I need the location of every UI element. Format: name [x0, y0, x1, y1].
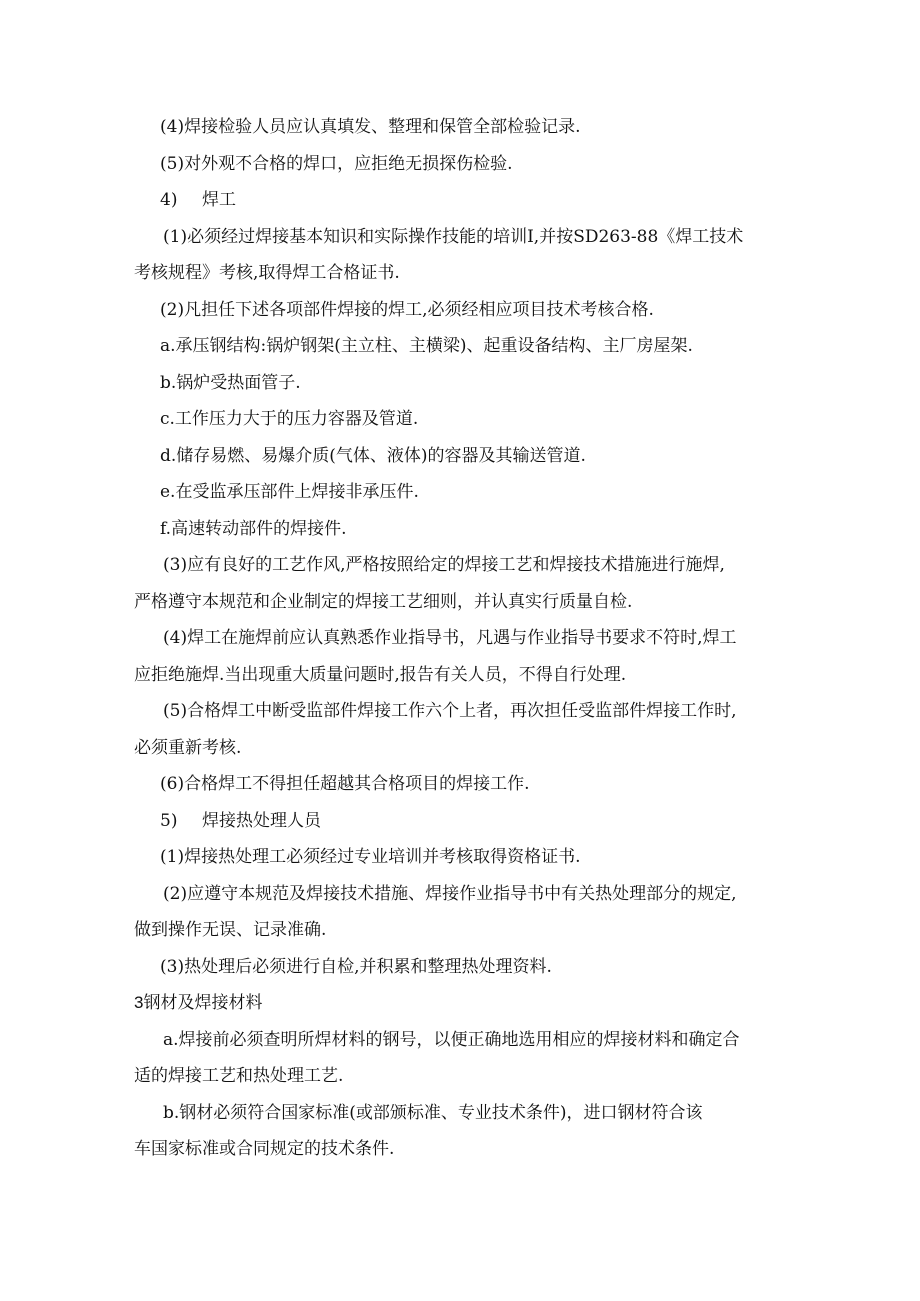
list-item-a: a.承压钢结构:锅炉钢架(主立柱、主横梁)、起重设备结构、主厂房屋架. — [160, 336, 693, 356]
paragraph-heat-cert: (1)焊接热处理工必须经过专业培训并考核取得资格证书. — [160, 847, 581, 867]
paragraph-steel-grade-line-2: 适的焊接工艺和热处理工艺. — [134, 1066, 344, 1086]
list-item-c: c.工作压力大于的压力容器及管道. — [160, 409, 419, 429]
paragraph-training-line-2: 考核规程》考核,取得焊工合格证书. — [134, 263, 400, 283]
paragraph-steel-standard-line-1: b.钢材必须符合国家标准(或部颁标准、专业技术条件)，进口钢材符合该 — [163, 1103, 703, 1123]
paragraph-steel-grade-line-1: a.焊接前必须查明所焊材料的钢号，以便正确地选用相应的焊接材料和确定合 — [163, 1030, 740, 1050]
section-heading-welder — [160, 189, 236, 211]
section-title: 焊接热处理人员 — [202, 811, 321, 831]
paragraph-instructions-line-2: 应拒绝施焊.当出现重大质量问题时,报告有关人员，不得自行处理. — [134, 665, 627, 685]
section-title: 焊工 — [202, 190, 236, 210]
section-number: 4) — [160, 190, 178, 210]
paragraph-scope-limit: (6)合格焊工不得担任超越其合格项目的焊接工作. — [160, 774, 530, 794]
paragraph-heat-rules-line-1: (2)应遵守本规范及焊接技术措施、焊接作业指导书中有关热处理部分的规定, — [163, 884, 737, 904]
paragraph-work-style-line-2: 严格遵守本规范和企业制定的焊接工艺细则，并认真实行质量自检. — [134, 592, 633, 612]
paragraph-work-style-line-1: (3)应有良好的工艺作风,严格按照给定的焊接工艺和焊接技术措施进行施焊, — [163, 555, 725, 575]
section-heading-heat-treatment — [160, 810, 321, 832]
list-item-b: b.锅炉受热面管子. — [160, 373, 301, 393]
paragraph-inspection-records: (4)焊接检验人员应认真填发、整理和保管全部检验记录. — [160, 117, 581, 137]
list-item-e: e.在受监承压部件上焊接非承压件. — [160, 482, 419, 502]
paragraph-reject-ndt: (5)对外观不合格的焊口，应拒绝无损探伤检验. — [160, 154, 513, 174]
paragraph-training-line-1: (1)必须经过焊接基本知识和实际操作技能的培训I,并按SD263-88《焊工技术 — [163, 227, 744, 247]
paragraph-heat-selfcheck: (3)热处理后必须进行自检,并积累和整理热处理资料. — [160, 957, 552, 977]
paragraph-heat-rules-line-2: 做到操作无误、记录准确. — [134, 920, 327, 940]
list-item-f: f.高速转动部件的焊接件. — [160, 519, 347, 539]
paragraph-requalify-line-2: 必须重新考核. — [134, 738, 242, 758]
paragraph-instructions-line-1: (4)焊工在施焊前应认真熟悉作业指导书，凡遇与作业指导书要求不符时,焊工 — [163, 628, 737, 648]
section-number: 5) — [160, 811, 178, 831]
paragraph-requalify-line-1: (5)合格焊工中断受监部件焊接工作六个上者，再次担任受监部件焊接工作时, — [163, 701, 737, 721]
chapter-heading-materials: 3钢材及焊接材料 — [134, 993, 263, 1012]
paragraph-steel-standard-line-2: 车国家标准或合同规定的技术条件. — [134, 1139, 395, 1159]
list-item-d: d.储存易燃、易爆介质(气体、液体)的容器及其输送管道. — [160, 446, 586, 466]
paragraph-qualification: (2)凡担任下述各项部件焊接的焊工,必须经相应项目技术考核合格. — [160, 300, 654, 320]
